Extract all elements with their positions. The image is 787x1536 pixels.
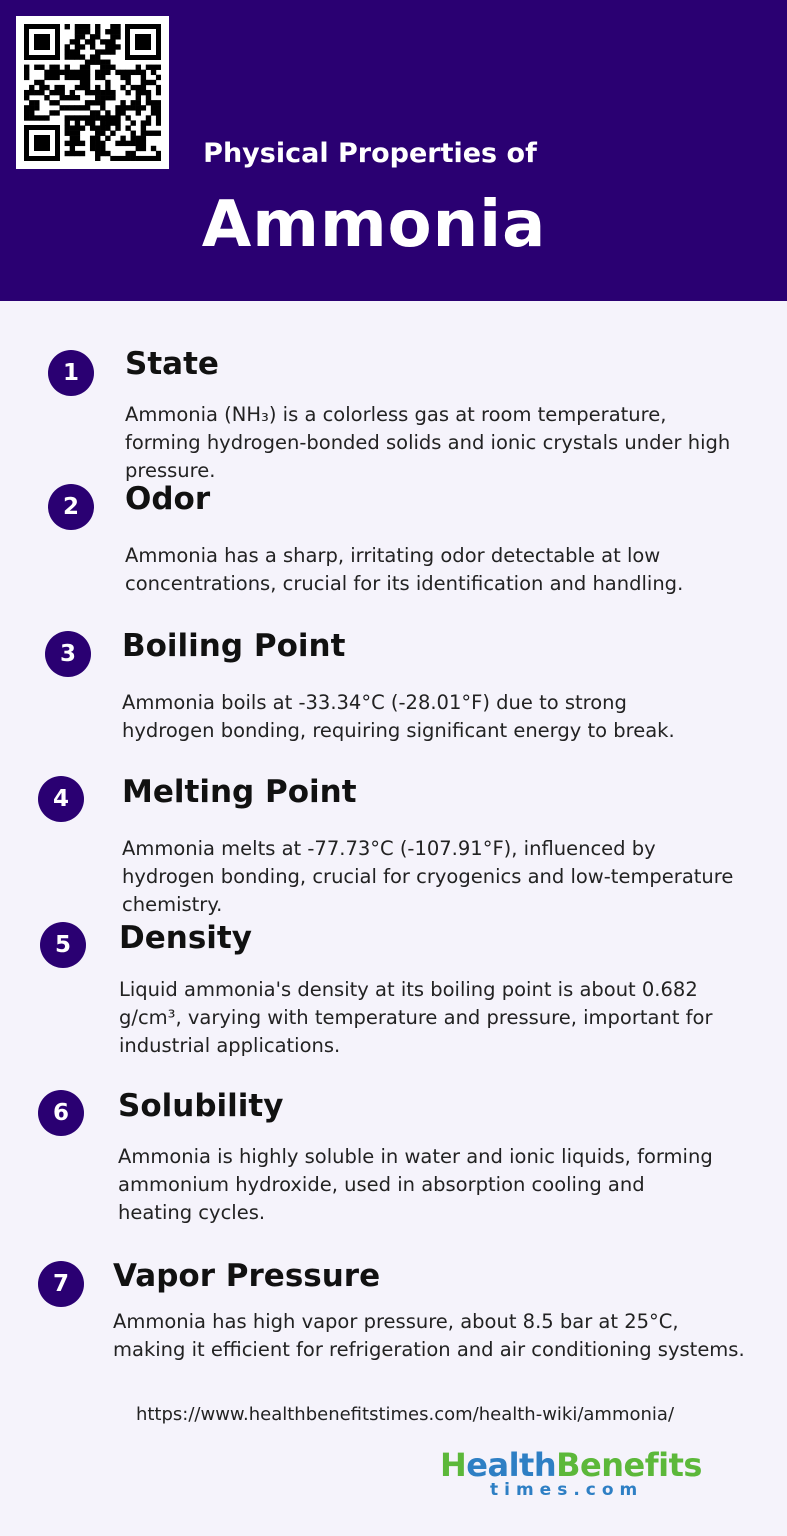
logo-word-health: ealth bbox=[466, 1446, 557, 1484]
item-description: Liquid ammonia's density at its boiling point is about 0.682 g/cm³, varying with temperature and pressure, important for industrial applications. bbox=[119, 978, 713, 1057]
item-number-badge: 2 bbox=[48, 484, 94, 530]
health-benefits-times-logo[interactable] bbox=[440, 1446, 720, 1506]
item-number-badge: 4 bbox=[38, 776, 84, 822]
item-description: Ammonia boils at -33.34°C (-28.01°F) due to strong hydrogen bonding, requiring significant energy to break. bbox=[122, 691, 675, 742]
logo-tagline: times.com bbox=[490, 1480, 644, 1500]
item-description: Ammonia has a sharp, irritating odor detectable at low concentrations, crucial for its identification and handling. bbox=[125, 544, 684, 595]
item-number-badge: 7 bbox=[38, 1261, 84, 1307]
item-number-badge: 6 bbox=[38, 1090, 84, 1136]
item-heading: Odor bbox=[125, 481, 211, 517]
logo-h-letter: H bbox=[440, 1446, 467, 1484]
logo-wordmark bbox=[440, 1446, 702, 1484]
item-number-badge: 5 bbox=[40, 922, 86, 968]
item-description: Ammonia has high vapor pressure, about 8.5 bar at 25°C, making it efficient for refrigeration and air conditioning systems. bbox=[113, 1310, 745, 1361]
item-number-badge: 3 bbox=[45, 631, 91, 677]
item-description: Ammonia is highly soluble in water and ionic liquids, forming ammonium hydroxide, used in absorption cooling and heating cycles. bbox=[118, 1145, 713, 1224]
item-heading: Vapor Pressure bbox=[113, 1258, 381, 1294]
header-banner bbox=[0, 0, 787, 301]
item-heading: Boiling Point bbox=[122, 628, 346, 664]
item-description: Ammonia (NH₃) is a colorless gas at room temperature, forming hydrogen-bonded solids and ionic crystals under high pressure. bbox=[125, 403, 731, 482]
page-subtitle: Physical Properties of bbox=[203, 138, 537, 169]
item-description: Ammonia melts at -77.73°C (-107.91°F), influenced by hydrogen bonding, crucial for cryogenics and low-temperature chemistry. bbox=[122, 837, 734, 916]
item-heading: Density bbox=[119, 920, 252, 956]
item-heading: Melting Point bbox=[122, 774, 357, 810]
source-url-link[interactable]: https://www.healthbenefitstimes.com/health-wiki/ammonia/ bbox=[135, 1404, 675, 1425]
item-heading: Solubility bbox=[118, 1088, 284, 1124]
item-heading: State bbox=[125, 346, 219, 382]
page-title: Ammonia bbox=[201, 188, 547, 262]
logo-word-benefits: Benefits bbox=[556, 1446, 702, 1484]
item-number-badge: 1 bbox=[48, 350, 94, 396]
